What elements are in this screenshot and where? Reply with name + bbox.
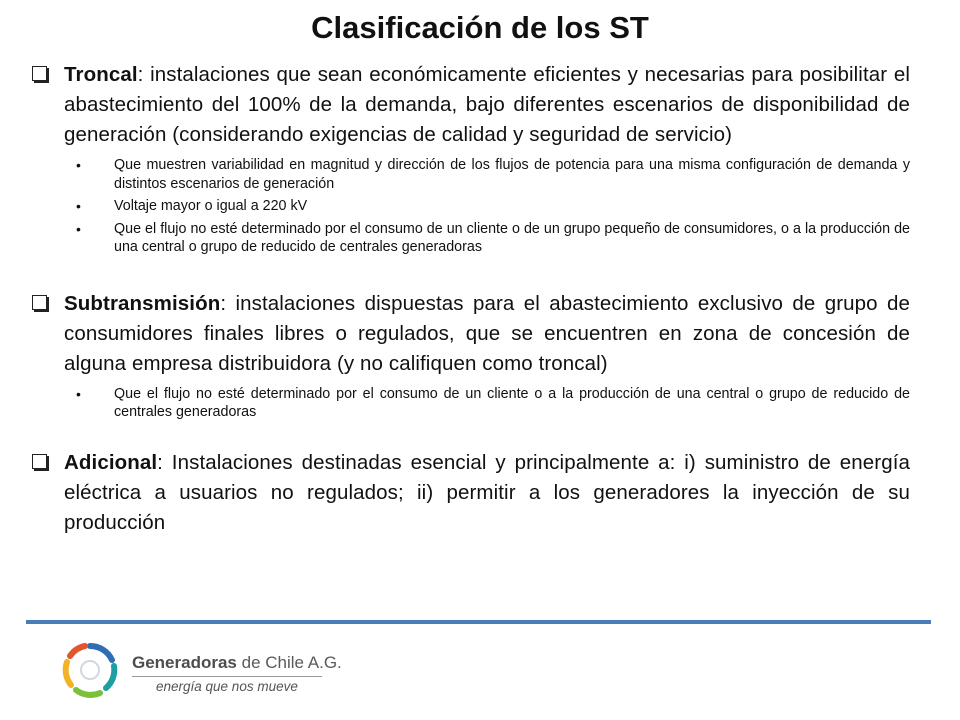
footer-divider xyxy=(26,620,931,624)
brand-name xyxy=(132,653,342,673)
brand-name-bold: Generadoras xyxy=(132,653,237,672)
generadoras-logo-icon xyxy=(60,640,120,700)
section-subtransmision xyxy=(30,289,910,422)
bullet-text: Que muestren variabilidad en magnitud y dirección de los flujos de potencia para una misma configuración de demanda y distintos escenarios de generación xyxy=(114,157,910,192)
checkbox-bullet-icon xyxy=(32,66,47,81)
brand-divider xyxy=(132,676,322,677)
bullet-dot-icon: • xyxy=(76,198,81,214)
bullet-text: Voltaje mayor o igual a 220 kV xyxy=(114,198,308,214)
section-text xyxy=(64,448,910,538)
bullet-list xyxy=(64,385,910,422)
bullet-dot-icon: • xyxy=(76,157,81,173)
list-item xyxy=(64,197,910,216)
section-term: Adicional xyxy=(64,450,158,474)
section-troncal xyxy=(30,60,910,257)
bullet-text: Que el flujo no esté determinado por el consumo de un cliente o de un grupo pequeño de consumidores, o a la producción de una central o grupo de reducido de centrales generadoras xyxy=(114,220,910,255)
section-description: : instalaciones que sean económicamente eficientes y necesarias para posibilitar el abastecimiento del 100% de la demanda, bajo diferentes escenarios de disponibilidad de generación (considerando exigencias de calidad y seguridad de servicio) xyxy=(64,63,910,146)
bullet-dot-icon: • xyxy=(76,220,81,237)
checkbox-bullet-icon xyxy=(32,295,47,310)
brand-name-rest: de Chile A.G. xyxy=(236,653,342,672)
bullet-text: Que el flujo no esté determinado por el consumo de un cliente o a la producción de una central o grupo de reducido de centrales generadoras xyxy=(114,385,910,420)
list-item xyxy=(64,220,910,257)
bullet-list xyxy=(64,156,910,257)
bullet-dot-icon: • xyxy=(76,385,81,402)
slide-content xyxy=(30,60,910,538)
list-item xyxy=(64,156,910,193)
brand-tagline: energía que nos mueve xyxy=(156,679,298,694)
section-term: Troncal xyxy=(64,63,138,86)
section-description: : instalaciones dispuestas para el abastecimiento exclusivo de grupo de consumidores finales libres o regulados, que se encuentren en zona de concesión de alguna empresa distribuidora (y no califiquen como troncal) xyxy=(64,291,910,375)
section-description: : Instalaciones destinadas esencial y principalmente a: i) suministro de energía eléctrica a usuarios no regulados; ii) permitir a los generadores la inyección de su producción xyxy=(64,450,910,534)
section-adicional xyxy=(30,448,910,538)
brand-block xyxy=(132,653,342,694)
slide-title: Clasificación de los ST xyxy=(311,10,649,45)
section-text xyxy=(64,289,910,379)
list-item xyxy=(64,385,910,422)
checkbox-bullet-icon xyxy=(32,454,47,469)
section-text xyxy=(64,60,910,150)
section-term: Subtransmisión xyxy=(64,291,221,315)
